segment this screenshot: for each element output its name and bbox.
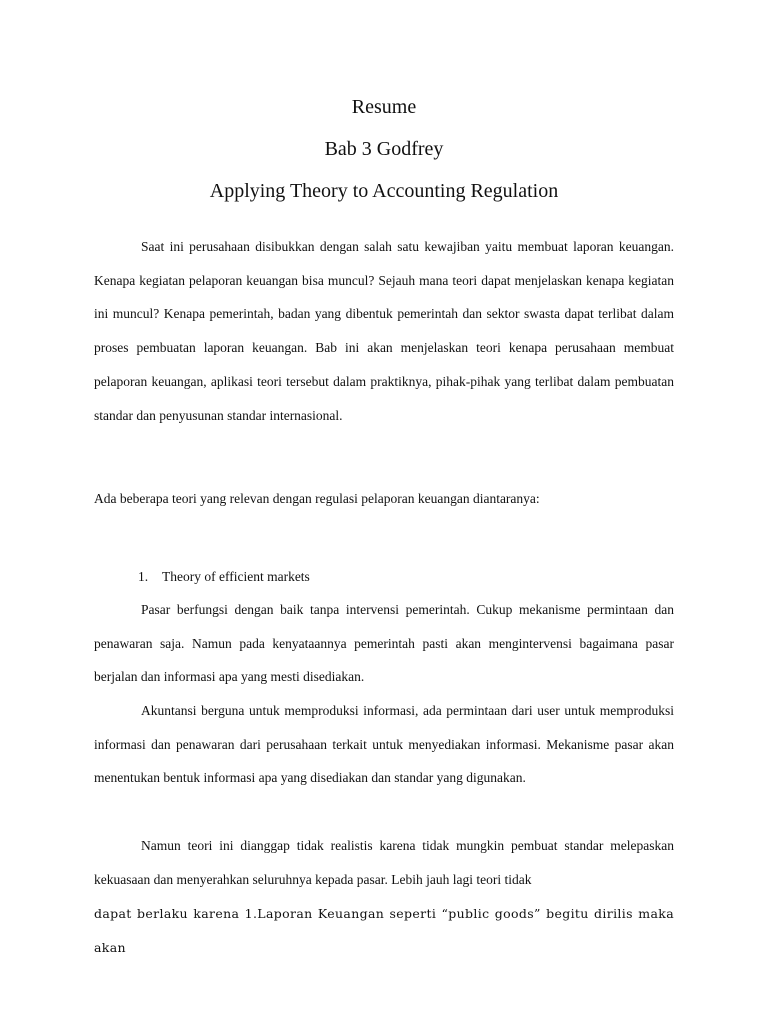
intro-section	[94, 230, 674, 432]
list-item-1	[138, 567, 310, 587]
chapter-subtitle: Applying Theory to Accounting Regulation	[209, 180, 559, 202]
lead-paragraph: Ada beberapa teori yang relevan dengan regulasi pelaporan keuangan diantaranya:	[94, 491, 540, 506]
chapter-title: Bab 3 Godfrey	[324, 138, 444, 160]
lead-section	[94, 482, 674, 516]
list-number: 1.	[138, 569, 149, 584]
section1-paragraph-1-block	[94, 593, 674, 694]
section1-paragraph-3-block	[94, 829, 674, 896]
section1-paragraph-1: Pasar berfungsi dengan baik tanpa intervensi pemerintah. Cukup mekanisme permintaan dan penawaran saja. Namun pada kenyataannya pemerintah pasti akan mengintervensi bagaimana pasar berjalan dan informasi apa yang mesti disediakan.	[94, 602, 674, 685]
section1-paragraph-3: Namun teori ini dianggap tidak realistis karena tidak mungkin pembuat standar melepaskan kekuasaan dan menyerahkan seluruhnya kepada pasar. Lebih jauh lagi teori tidak	[94, 838, 674, 887]
title-block	[0, 86, 768, 212]
section1-paragraph-3-continued-block	[94, 897, 674, 964]
section1-paragraph-2-block	[94, 694, 674, 795]
intro-paragraph: Saat ini perusahaan disibukkan dengan salah satu kewajiban yaitu membuat laporan keuangan. Kenapa kegiatan pelaporan keuangan bisa muncul? Sejauh mana teori dapat menjelaskan kenapa kegiatan ini muncul? Kenapa pemerintah, badan yang dibentuk pemerintah dan sektor swasta dapat terlibat dalam proses pembuatan laporan keuangan. Bab ini akan menjelaskan teori kenapa perusahaan membuat pelaporan keuangan, aplikasi teori tersebut dalam praktiknya, pihak-pihak yang terlibat dalam pembuatan standar dan penyusunan standar internasional.	[94, 239, 674, 423]
section1-paragraph-3-continued: dapat berlaku karena 1.Laporan Keuangan seperti “public goods” begitu dirilis maka akan	[94, 906, 674, 955]
section-heading: Theory of efficient markets	[162, 569, 310, 584]
section1-paragraph-2: Akuntansi berguna untuk memproduksi informasi, ada permintaan dari user untuk memproduksi informasi dan penawaran dari perusahaan terkait untuk menyediakan informasi. Mekanisme pasar akan menentukan bentuk informasi apa yang disediakan dan standar yang digunakan.	[94, 703, 674, 786]
document-title: Resume	[351, 96, 417, 118]
